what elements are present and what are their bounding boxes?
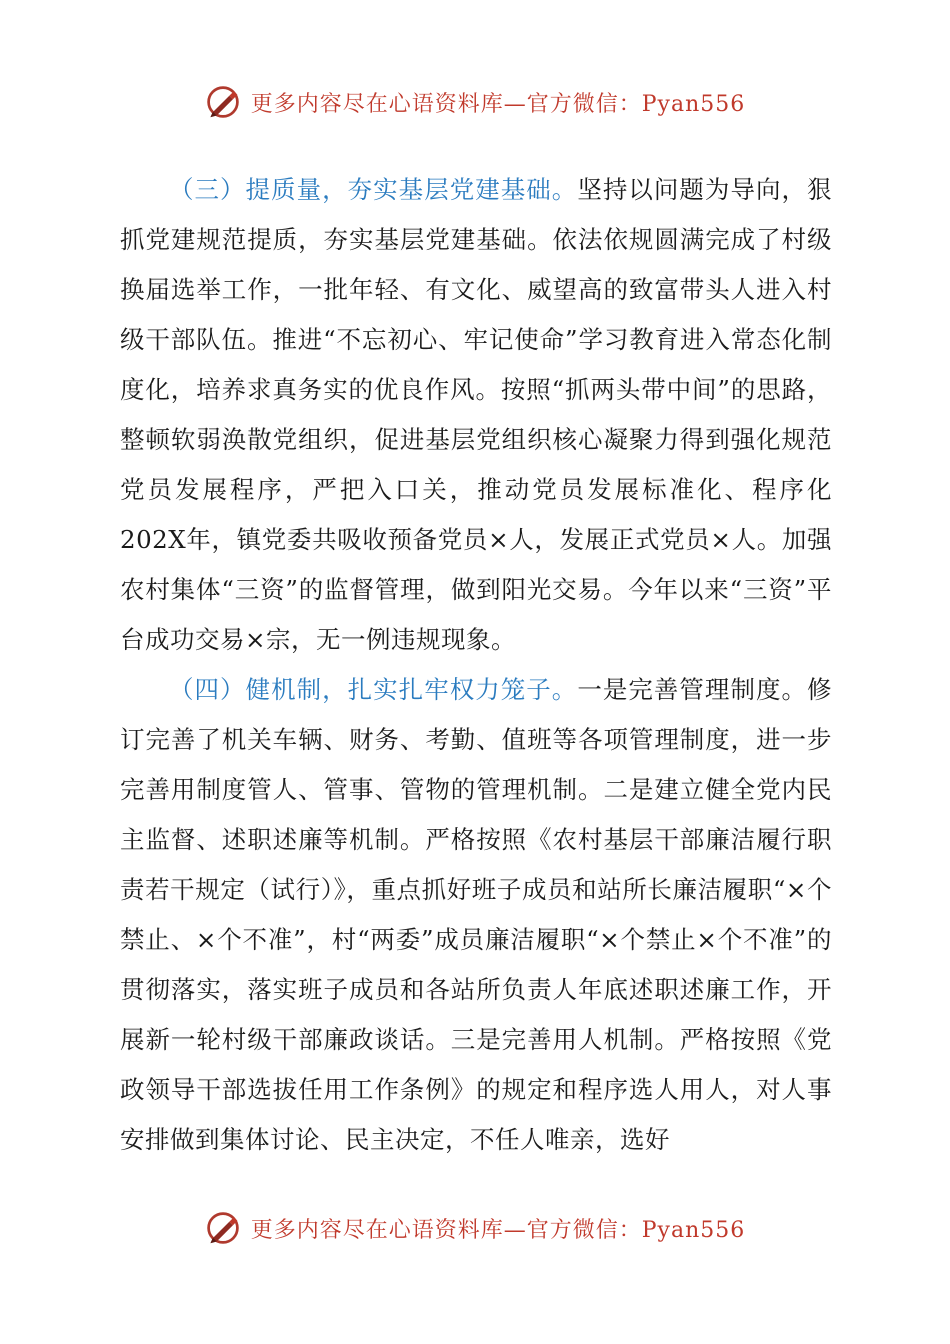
pen-logo-icon bbox=[205, 84, 241, 120]
pen-logo-icon bbox=[205, 1210, 241, 1246]
section-heading: （三）提质量，夯实基层党建基础。 bbox=[169, 175, 578, 204]
paragraph-text: 坚持以问题为导向，狠抓党建规范提质，夯实基层党建基础。依法依规圆满完成了村级换届选举工作，一批年轻、有文化、威望高的致富带头人进入村级干部队伍。推进“不忘初心、牢记使命”学习教育进入常态化制度化，培养求真务实的优良作风。按照“抓两头带中间”的思路，整顿软弱涣散党组织，促进基层党组织核心凝聚力得到强化规范党员发展程序，严把入口关，推动党员发展标准化、程序化202X年，镇党委共吸收预备党员×人，发展正式党员×人。加强农村集体“三资”的监督管理，做到阳光交易。今年以来“三资”平台成功交易×宗，无一例违规现象。 bbox=[120, 175, 833, 654]
header-watermark bbox=[0, 78, 950, 126]
footer-watermark bbox=[0, 1204, 950, 1252]
watermark-text: 更多内容尽在心语资料库—官方微信：Pyan556 bbox=[250, 1217, 746, 1243]
paragraph-text: 一是完善管理制度。修订完善了机关车辆、财务、考勤、值班等各项管理制度，进一步完善用制度管人、管事、管物的管理机制。二是建立健全党内民主监督、述职述廉等机制。严格按照《农村基层干部廉洁履行职责若干规定（试行）》，重点抓好班子成员和站所长廉洁履职“×个禁止、×个不准”，村“两委”成员廉洁履职“×个禁止×个不准”的贯彻落实，落实班子成员和各站所负责人年底述职述廉工作，开展新一轮村级干部廉政谈话。三是完善用人机制。严格按照《党政领导干部选拔任用工作条例》的规定和程序选人用人，对人事安排做到集体讨论、民主决定，不任人唯亲，选好 bbox=[120, 675, 833, 1154]
document-body bbox=[120, 165, 832, 1165]
paragraph-4 bbox=[120, 665, 832, 1165]
paragraph-3 bbox=[120, 165, 832, 665]
section-heading: （四）健机制，扎实扎牢权力笼子。 bbox=[169, 675, 578, 704]
watermark-text: 更多内容尽在心语资料库—官方微信：Pyan556 bbox=[250, 91, 746, 117]
